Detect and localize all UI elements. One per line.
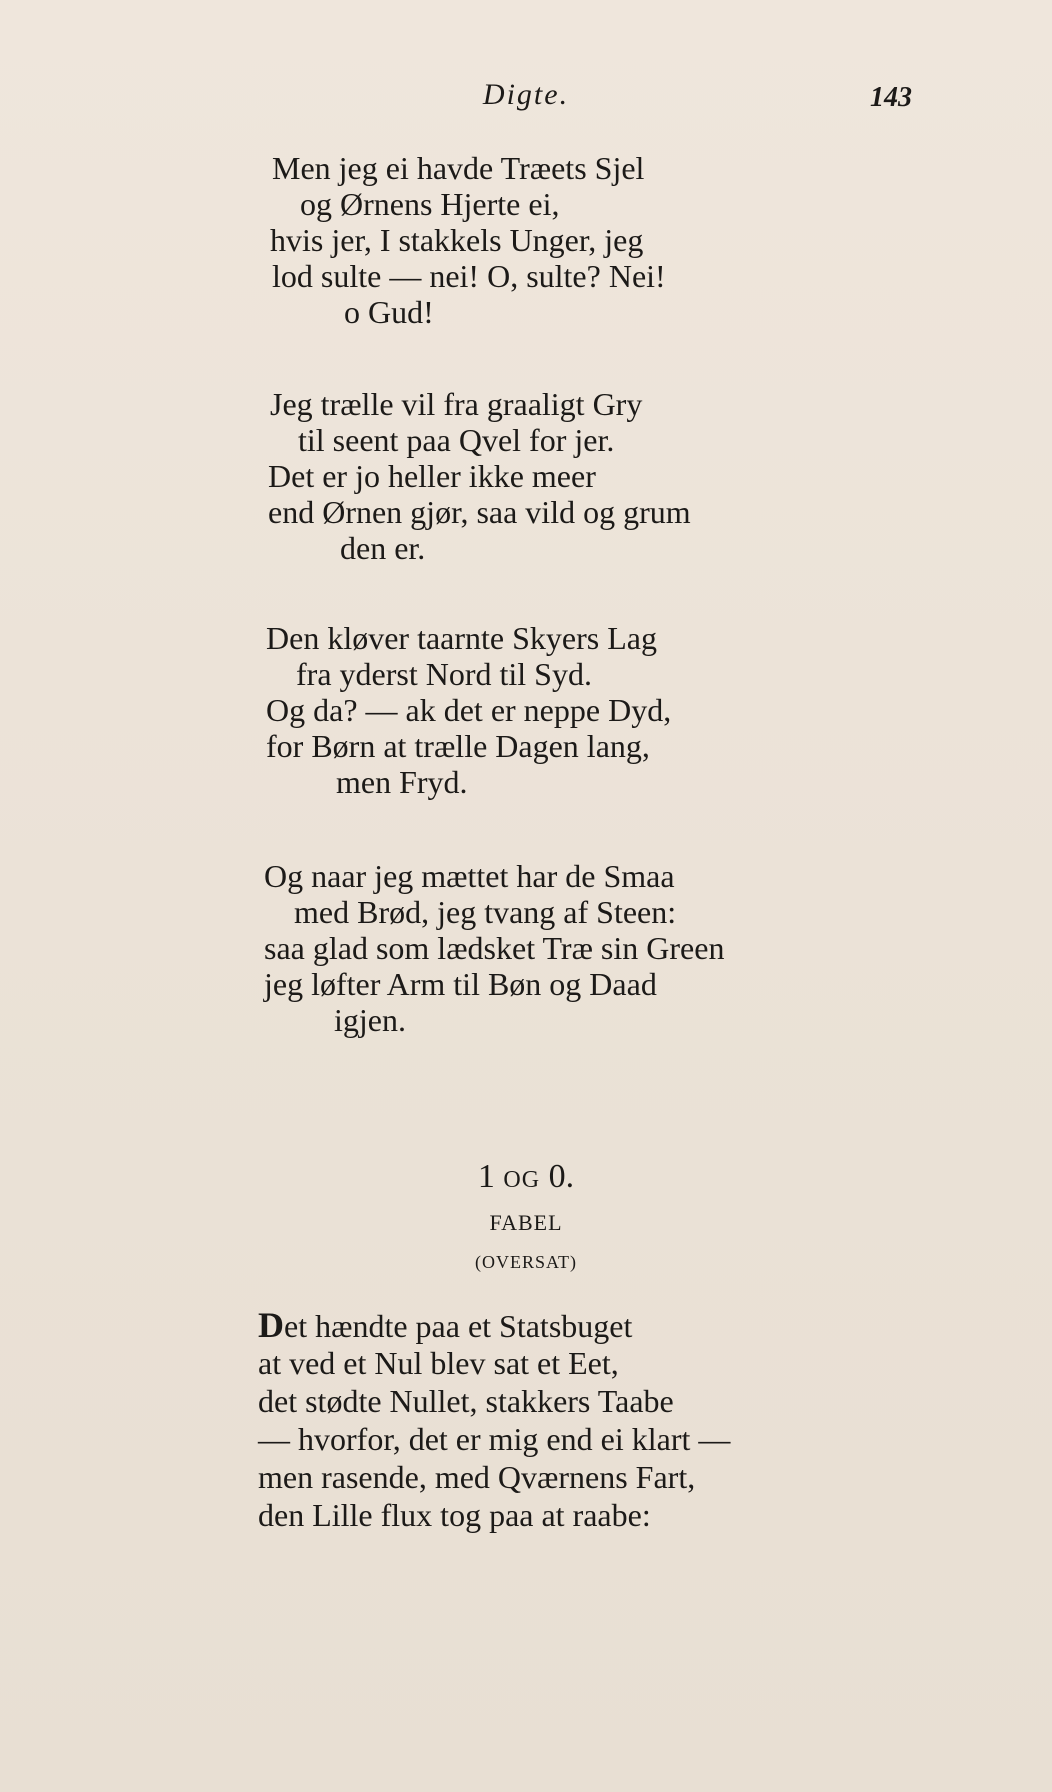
verse-line: Og da? — ak det er neppe Dyd, bbox=[266, 692, 672, 728]
drop-cap: D bbox=[258, 1305, 284, 1345]
poem-subtitle: FABEL bbox=[489, 1210, 563, 1235]
verse-line: saa glad som lædsket Træ sin Green bbox=[264, 930, 725, 966]
verse-line: Jeg trælle vil fra graaligt Gry bbox=[270, 386, 643, 422]
verse-line: men rasende, med Qværnens Fart, bbox=[258, 1459, 696, 1495]
page-number: 143 bbox=[870, 82, 912, 113]
running-header-title: Digte. bbox=[482, 78, 570, 111]
verse-line: lod sulte — nei! O, sulte? Nei! bbox=[272, 258, 666, 294]
verse-line: til seent paa Qvel for jer. bbox=[298, 422, 615, 458]
verse-line: for Børn at trælle Dagen lang, bbox=[266, 728, 650, 764]
verse-line bbox=[258, 1306, 632, 1345]
verse-line: at ved et Nul blev sat et Eet, bbox=[258, 1345, 619, 1381]
verse-line: fra yderst Nord til Syd. bbox=[296, 656, 592, 692]
verse-line: igjen. bbox=[334, 1002, 406, 1038]
poem-title-pre: 1 bbox=[477, 1158, 504, 1195]
verse-line: det stødte Nullet, stakkers Taabe bbox=[258, 1383, 674, 1419]
poem-title-post: 0. bbox=[540, 1158, 575, 1195]
verse-line: o Gud! bbox=[344, 294, 434, 330]
verse-line: — hvorfor, det er mig end ei klart — bbox=[258, 1421, 731, 1457]
verse-line: Og naar jeg mættet har de Smaa bbox=[264, 858, 675, 894]
verse-line: den er. bbox=[340, 530, 426, 566]
verse-line: med Brød, jeg tvang af Steen: bbox=[294, 894, 677, 930]
verse-line: Den kløver taarnte Skyers Lag bbox=[266, 620, 657, 656]
verse-line: men Fryd. bbox=[336, 764, 468, 800]
poem-title bbox=[0, 1158, 1052, 1196]
first-line-rest: et hændte paa et Statsbuget bbox=[284, 1308, 633, 1344]
verse-line: hvis jer, I stakkels Unger, jeg bbox=[270, 222, 644, 258]
verse-line: og Ørnens Hjerte ei, bbox=[300, 186, 560, 222]
verse-line: jeg løfter Arm til Bøn og Daad bbox=[264, 966, 657, 1002]
verse-line: Det er jo heller ikke meer bbox=[268, 458, 596, 494]
poem-note: (OVERSAT) bbox=[475, 1252, 577, 1272]
verse-line: Men jeg ei havde Træets Sjel bbox=[272, 150, 645, 186]
verse-line: end Ørnen gjør, saa vild og grum bbox=[268, 494, 691, 530]
poem-title-og: OG bbox=[503, 1167, 541, 1193]
verse-line: den Lille flux tog paa at raabe: bbox=[258, 1497, 651, 1533]
